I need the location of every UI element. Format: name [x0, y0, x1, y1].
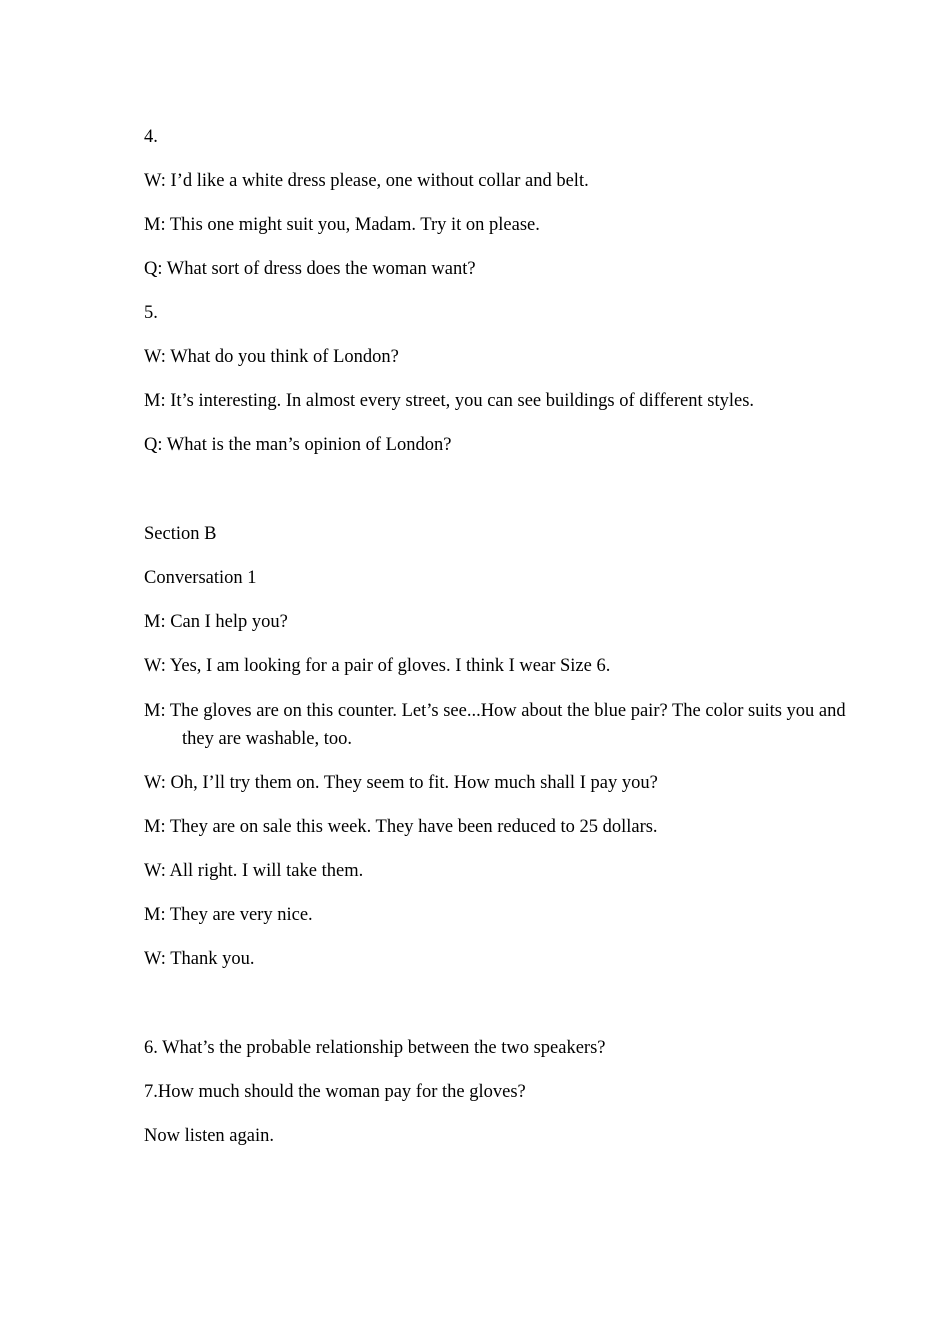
question-5-question: Q: What is the man’s opinion of London? — [144, 435, 452, 455]
section-heading: Section B — [144, 524, 217, 544]
conversation-title: Conversation 1 — [144, 568, 257, 588]
question-7: 7.How much should the woman pay for the gloves? — [144, 1082, 526, 1102]
question-5-woman-line: W: What do you think of London? — [144, 347, 399, 367]
dialogue-line: M: The gloves are on this counter. Let’s see...How about the blue pair? The color suits you and they are washable, too. — [144, 701, 846, 749]
listen-again-instruction: Now listen again. — [144, 1126, 274, 1146]
question-4-woman-line: W: I’d like a white dress please, one without collar and belt. — [144, 171, 589, 191]
dialogue-line: M: Can I help you? — [144, 612, 288, 632]
dialogue-line: W: Thank you. — [144, 949, 255, 969]
question-5-number: 5. — [144, 303, 158, 323]
dialogue-line: M: They are on sale this week. They have been reduced to 25 dollars. — [144, 817, 658, 837]
dialogue-line: M: They are very nice. — [144, 905, 313, 925]
question-4-man-line: M: This one might suit you, Madam. Try it on please. — [144, 215, 540, 235]
question-5-man-line: M: It’s interesting. In almost every street, you can see buildings of different styles. — [144, 391, 755, 411]
dialogue-line: W: Oh, I’ll try them on. They seem to fit. How much shall I pay you? — [144, 773, 658, 793]
dialogue-line: W: Yes, I am looking for a pair of gloves. I think I wear Size 6. — [144, 656, 611, 676]
question-4-question: Q: What sort of dress does the woman want? — [144, 259, 476, 279]
question-6: 6. What’s the probable relationship between the two speakers? — [144, 1038, 606, 1058]
dialogue-line: W: All right. I will take them. — [144, 861, 364, 881]
question-4-number: 4. — [144, 127, 158, 147]
